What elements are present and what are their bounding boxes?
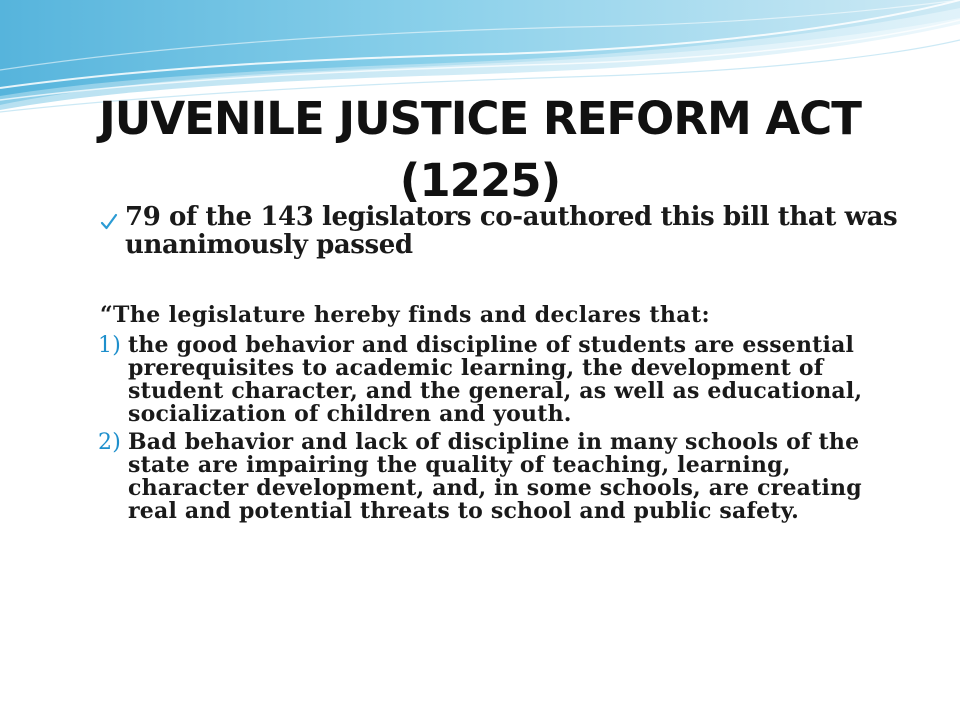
item-number-1: 1)	[98, 333, 121, 358]
item-text-1: the good behavior and discipline of students are essential prerequisites to academic learning, the development of student character, and the general, as well as educational, socialization of children and youth.	[128, 332, 863, 427]
bullet-text: 79 of the 143 legislators co-authored this bill that was unanimously passed	[125, 202, 898, 260]
title-line-2: (1225)	[399, 154, 561, 208]
slide-title	[60, 88, 900, 212]
quote-intro: “The legislature hereby finds and declares that:	[100, 302, 711, 328]
check-bullet	[98, 203, 918, 259]
title-line-1: JUVENILE JUSTICE REFORM ACT	[99, 92, 861, 146]
numbered-item-1	[98, 334, 918, 426]
item-text-2: Bad behavior and lack of discipline in many schools of the state are impairing the quality of teaching, learning, character development, and, in some schools, are creating real and potential threats to school and public safety.	[128, 429, 862, 524]
item-number-2: 2)	[98, 430, 121, 455]
numbered-item-2	[98, 431, 918, 523]
slide-body	[98, 203, 918, 523]
checkmark-icon	[100, 213, 118, 231]
